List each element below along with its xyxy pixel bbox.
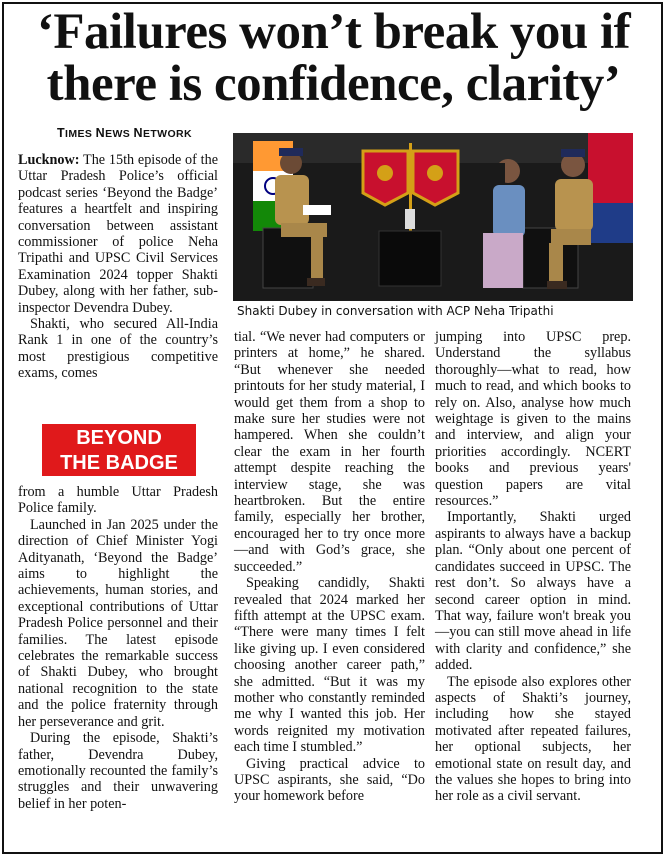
- headline-line-1: ‘Failures won’t break you if: [36, 4, 631, 60]
- article-column-1-bottom: [18, 484, 218, 812]
- paragraph: tial. “We never had computers or printers at home,” he shared. “But whenever she needed printouts for her study material, I would get them from a shop to make sure her studies were not hampered. When she couldn’t clear the exam in her fourth attempt despite reaching the interview stage, she was heartbroken. But the entire family, especially her brother, encouraged her to try once more—and with God’s grace, she succeeded.”: [234, 329, 425, 575]
- podcast-photo: [233, 133, 633, 301]
- headline: [0, 6, 667, 110]
- paragraph: The episode also explores other aspects of Shakti’s journey, including how she stayed motivated after repeated failures, her optional subjects, her emotional state on result day, and the values she hopes to bring into her role as a civil servant.: [435, 673, 631, 805]
- paragraph: jumping into UPSC prep. Understand the syllabus thoroughly—what to read, how much to read, and which books to rely on. Also, analyse how much weightage is given to the mains and interview, and align your priorities accordingly. NCERT books and previous years' question papers are vital resources.”: [435, 329, 631, 510]
- paragraph: Importantly, Shakti urged aspirants to always have a backup plan. “Only about one percent of candidates succeed in UPSC. The rest don’t. So always have a second career option in mind. That way, failure won't break you—you can still move ahead in life with clarity and confidence,” she added.: [435, 509, 631, 674]
- headline-line-2: there is confidence, clarity’: [46, 56, 621, 112]
- byline: TIMES NEWS NETWORK: [57, 126, 193, 140]
- podcast-scene-illustration: [233, 133, 633, 301]
- paragraph: Giving practical advice to UPSC aspirants, she said, “Do your homework before: [234, 755, 425, 805]
- paragraph: During the episode, Shakti’s father, Devendra Dubey, emotionally recounted the family’s struggles and their unwavering belief in her poten-: [18, 730, 218, 812]
- article-column-2: [234, 329, 425, 805]
- paragraph: from a humble Uttar Pradesh Police family.: [18, 484, 218, 517]
- paragraph: Launched in Jan 2025 under the direction of Chief Minister Yogi Adityanath, ‘Beyond the Badge’ aims to highlight the achievements, human stories, and exceptional contributions of Uttar Pradesh Police personnel and their families. The latest episode celebrates the remarkable success of Shakti Dubey, who brought national recognition to the state and the police fraternity through her perseverance and grit.: [18, 516, 218, 730]
- article-column-1-top: [18, 152, 218, 382]
- photo-caption: Shakti Dubey in conversation with ACP Neha Tripathi: [237, 304, 554, 318]
- dateline: Lucknow:: [18, 152, 80, 168]
- paragraph: Speaking candidly, Shakti revealed that 2024 marked her fifth attempt at the UPSC exam. “There were many times I felt like giving up. I even considered choosing another career path,” she admitted. “But it was my mother who constantly reminded me why I wanted this job. Her words reignited my motivation each time I stumbled.”: [234, 575, 425, 756]
- paragraph: Lucknow: The 15th episode of the Uttar Pradesh Police’s official podcast series ‘Beyond the Badge’ features a heartfelt and inspiring conversation between assistant commissioner of police Neha Tripathi and UPSC Civil Services Examination 2024 topper Shakti Dubey, along with her father, sub-inspector Devendra Dubey.: [18, 152, 218, 316]
- paragraph: Shakti, who secured All-India Rank 1 in one of the country’s most prestigious competitive exams, comes: [18, 316, 218, 382]
- article-column-3: [435, 329, 631, 805]
- beyond-the-badge-banner: BEYOND THE BADGE: [42, 424, 196, 476]
